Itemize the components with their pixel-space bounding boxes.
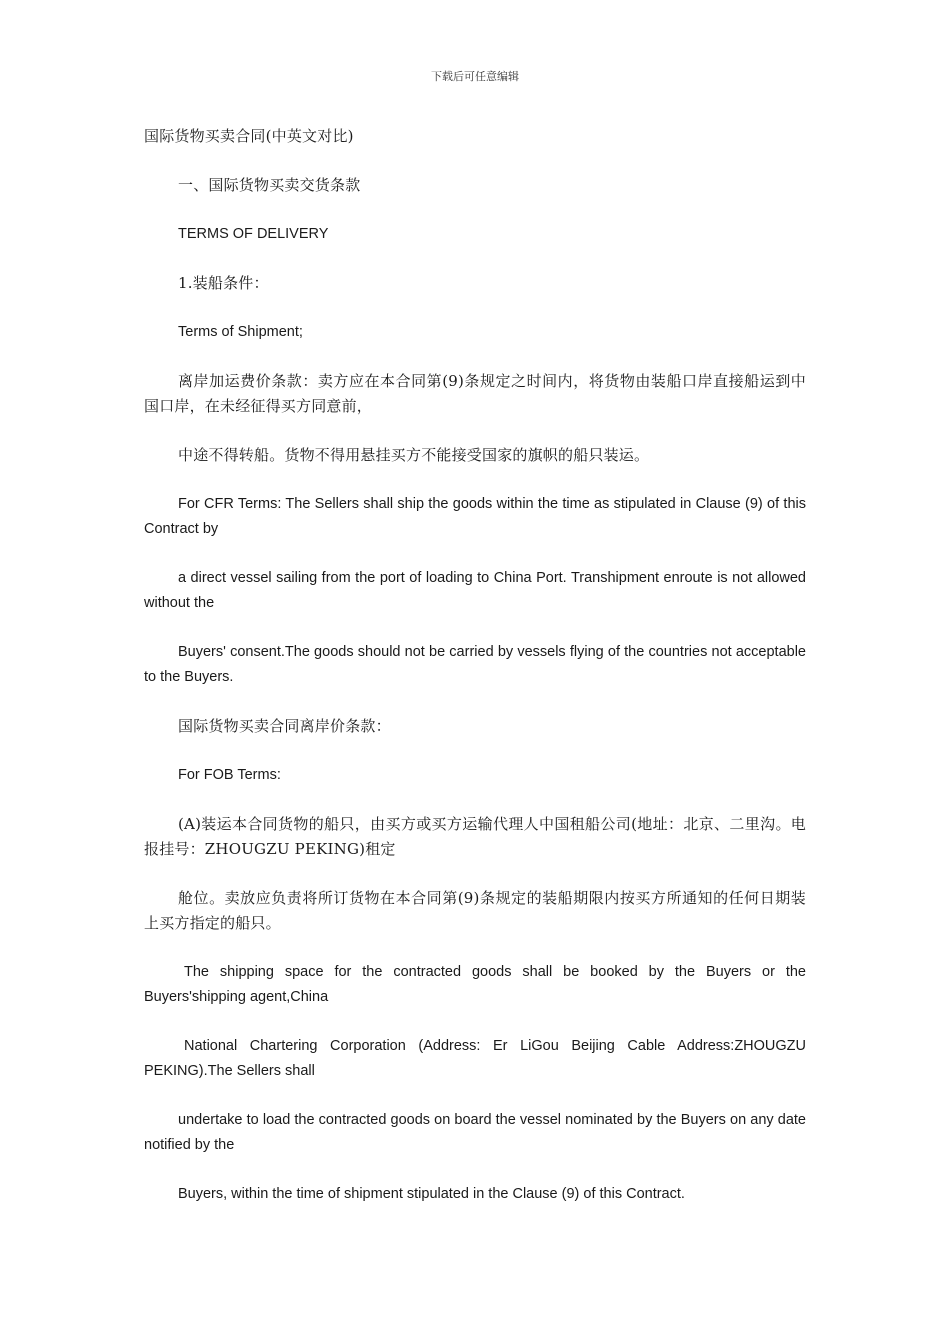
fob-terms-heading-zh: 国际货物买卖合同离岸价条款： <box>178 717 391 735</box>
cfr-terms-en-part3: Buyers' consent.The goods should not be carried by vessels flying of the countries not acceptable to the Buyers. <box>144 644 806 685</box>
fob-terms-en-part4: Buyers, within the time of shipment stipulated in the Clause (9) of this Contract. <box>178 1186 685 1202</box>
fob-terms-en-part2: National Chartering Corporation (Address: Er LiGou Beijing Cable Address:ZHOUGZU PEKING).The Sellers shall <box>144 1038 806 1079</box>
page-header-caption: 下载后可任意编辑 <box>431 70 519 83</box>
section-heading-delivery: 一、国际货物买卖交货条款 <box>178 176 361 194</box>
fob-terms-zh-part1: (A)装运本合同货物的船只，由买方或买方运输代理人中国租船公司(地址：北京、二里沟。电报挂号：ZHOUGZU PEKING)租定 <box>144 815 806 858</box>
fob-terms-en-part1: The shipping space for the contracted goods shall be booked by the Buyers or the Buyers'shipping agent,China <box>144 964 806 1005</box>
document-title: 国际货物买卖合同(中英文对比) <box>144 127 354 145</box>
cfr-terms-zh-part1: 离岸加运费价条款：卖方应在本合同第(9)条规定之时间内，将货物由装船口岸直接船运到中国口岸，在未经征得买方同意前， <box>144 372 806 415</box>
fob-terms-en-part3: undertake to load the contracted goods on board the vessel nominated by the Buyers on any date notified by the <box>144 1112 806 1153</box>
cfr-terms-en-part2: a direct vessel sailing from the port of loading to China Port. Transhipment enroute is not allowed without the <box>144 570 806 611</box>
fob-terms-heading-en: For FOB Terms: <box>178 767 281 783</box>
document-body <box>144 124 806 1231</box>
section-heading-delivery-en: TERMS OF DELIVERY <box>178 226 329 242</box>
clause-1-heading: 1.装船条件： <box>178 274 269 292</box>
cfr-terms-en-part1: For CFR Terms: The Sellers shall ship the goods within the time as stipulated in Clause (9) of this Contract by <box>144 496 806 537</box>
cfr-terms-zh-part2: 中途不得转船。货物不得用悬挂买方不能接受国家的旗帜的船只装运。 <box>178 446 650 464</box>
fob-terms-zh-part2: 舱位。卖放应负责将所订货物在本合同第(9)条规定的装船期限内按买方所通知的任何日期装上买方指定的船只。 <box>144 889 806 932</box>
clause-1-heading-en: Terms of Shipment; <box>178 324 303 340</box>
